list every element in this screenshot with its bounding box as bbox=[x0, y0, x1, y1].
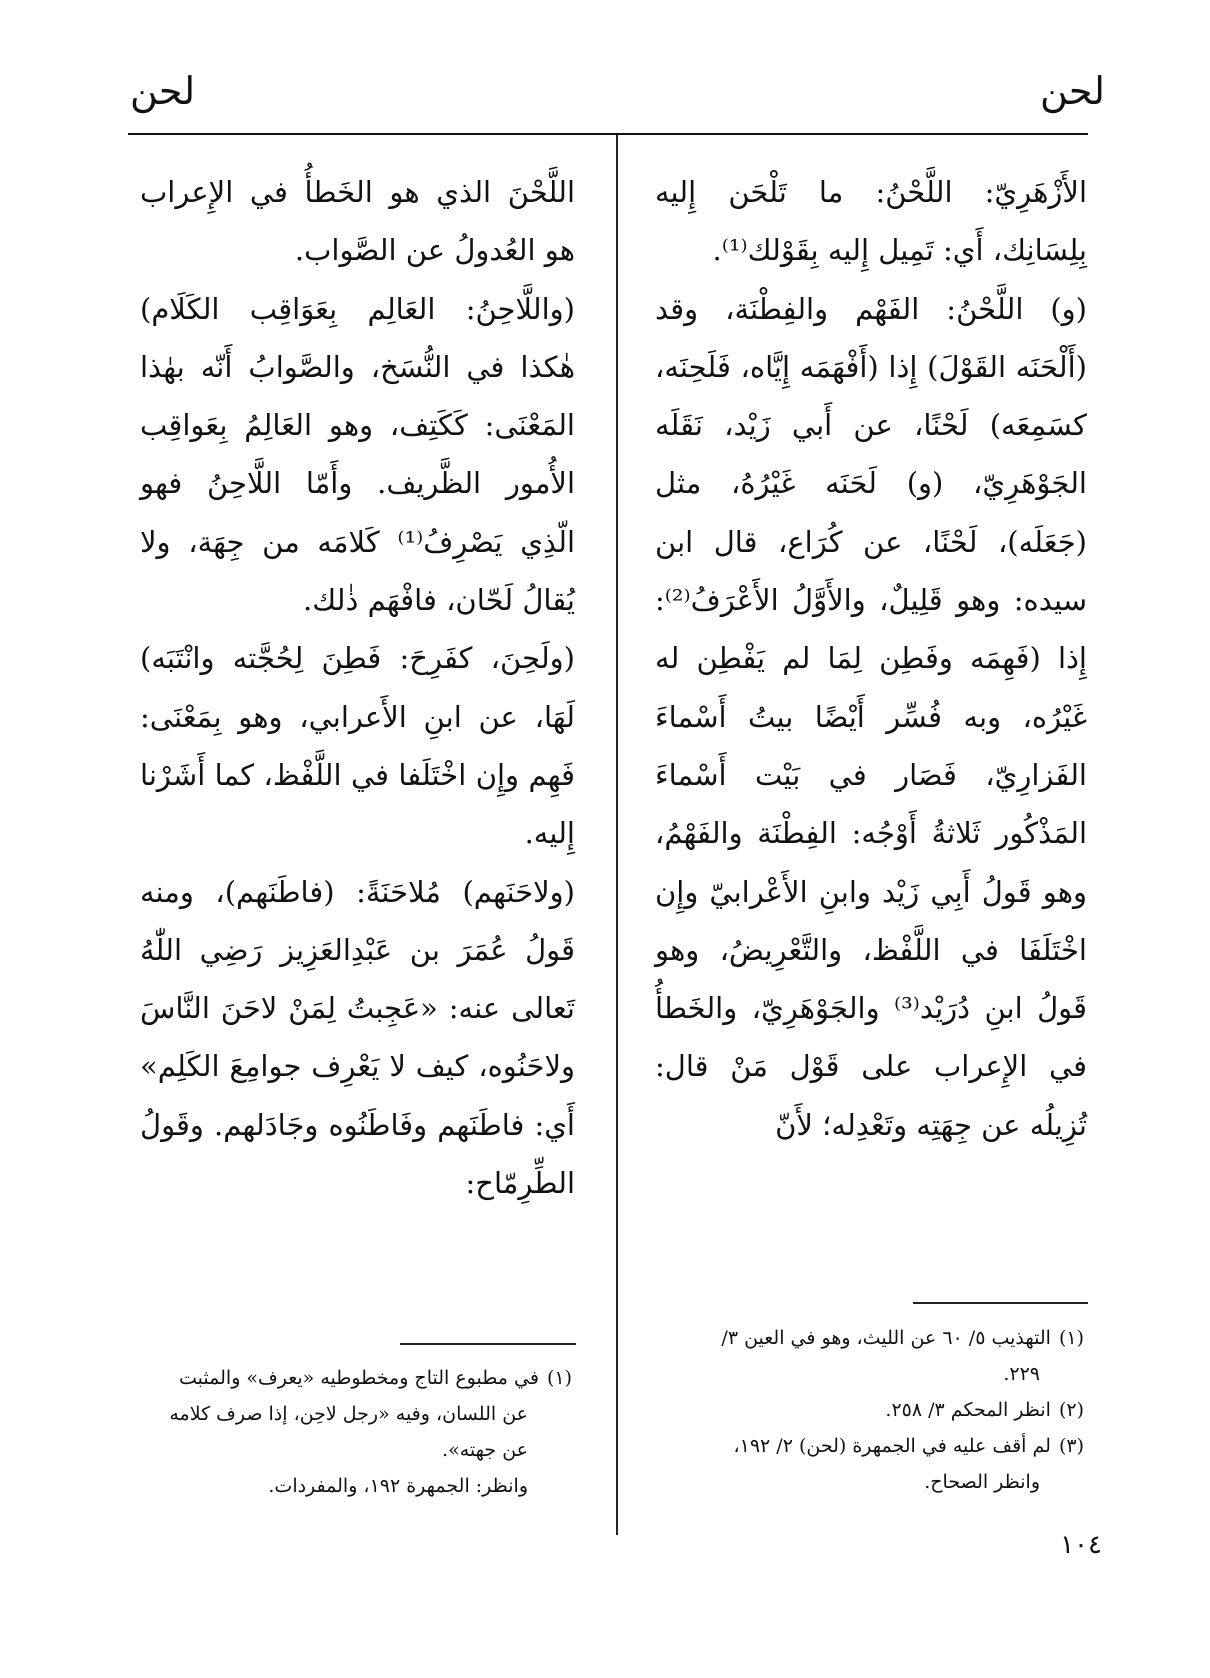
footnote-number: (١) bbox=[546, 1367, 572, 1389]
footnotes-left bbox=[140, 1360, 576, 1504]
footnote-separator-left bbox=[400, 1343, 576, 1345]
footnote-continuation: ٢٢٩. bbox=[1003, 1363, 1040, 1385]
footnote-number: (١) bbox=[1058, 1327, 1084, 1349]
footnote-text: التهذيب ٥/ ٦٠ عن الليث، وهو في العين ٣/ bbox=[721, 1327, 1051, 1349]
paragraph: الأَزْهَرِيّ: اللَّحْنُ: ما تَلْحَن إِليه بِلِسَانِك، أَي: تَمِيل إِليه بِقَوْلك⁽¹⁾. bbox=[655, 175, 1087, 268]
paragraph: (ولاحَنَهم) مُلاحَنَةً: (فاطَنَهم)، ومنه قَولُ عُمَرَ بن عَبْدِالعَزِيز رَضِي اللّٰهُ تَعالى عنه: «عَجِبتُ لِمَنْ لاحَنَ النَّاسَ ولاحَنُوه، كيف لا يَعْرِف جوامِعَ الكَلِم» أَي: فاطَنَهم وفَاطَنُوه وجَادَلهم. وقَولُ الطِّرِمّاح: bbox=[140, 874, 575, 1201]
paragraph: (واللَّاحِنُ: العَالِم بِعَوَاقِب الكَلَام) هٰكذا في النُّسَخ، والصَّوابُ أَنّه بهٰذا المَعْنَى: كَكَتِف، وهو العَالِمُ بِعَواقِب الأُمور الظَّريف. وأَمّا اللَّاحِنُ فهو الّذِي يَصْرِفُ⁽¹⁾ كَلامَه من جِهَة، ولا يُقالُ لَحّان، فافْهَم ذٰلك. bbox=[140, 291, 576, 618]
paragraph: (ولَحِنَ، كفَرِحَ: فَطِنَ لِحُجَّته وانْتَبَه) لَهَا، عن ابنِ الأَعرابي، وهو بِمَعْنَى: فَهِم وإِن اخْتَلَفا في اللَّفْظ، كما أَشَرْنا إِليه. bbox=[140, 641, 575, 851]
footnote-continuation: وانظر الصحاح. bbox=[924, 1471, 1040, 1493]
page-number: ١٠٤ bbox=[1060, 1530, 1102, 1560]
footnote-text: في مطبوع التاج ومخطوطيه «يعرف» والمثبت bbox=[179, 1367, 539, 1389]
footnote-number: (٢) bbox=[1058, 1399, 1084, 1421]
footnote-continuation: عن اللسان، وفيه «رجل لاحِن، إذا صرف كلامه عن جهته». bbox=[169, 1403, 528, 1461]
footnote bbox=[650, 1428, 1088, 1500]
running-header-right: لحن bbox=[1039, 69, 1105, 113]
header-rule bbox=[128, 133, 1088, 135]
footnote-text: لم أقف عليه في الجمهرة (لحن) ٢/ ١٩٢، bbox=[733, 1435, 1051, 1457]
footnote-number: (٣) bbox=[1058, 1435, 1084, 1457]
paragraph: (و) اللَّحْنُ: الفَهْم والفِطْنَة، وقد (أَلْحَنَه القَوْلَ) إِذا (أَفْهَمَه إِيَّاه، فَلَحِنَه، كسَمِعَه) لَحْنًا، عن أَبي زَيْد، نَقَلَه الجَوْهَرِيّ، (و) لَحَنَه غَيْرُهُ، مثل (جَعَلَه)، لَحْنًا، عن كُرَاع، قال ابن سيده: وهو قَلِيلٌ، والأَوَّلُ الأَعْرَفُ⁽²⁾: إِذا (فَهِمَه وفَطِن لِمَا لم يَفْطِن له غَيْرُه، وبه فُسِّر أَيْضًا بيتُ أَسْماءَ الفَزارِيّ، فَصَار في بَيْت أَسْماءَ المَذْكُور ثَلاثةُ أَوْجُه: الفِطْنَة والفَهْمُ، وهو قَولُ أَبِي زَيْد وابنِ الأَعْرابيّ وإِن اخْتَلَفَا في اللَّفْظ، والتَّعْرِيضُ، وهو قَولُ ابنِ دُرَيْد⁽³⁾ والجَوْهَرِيّ، والخَطأُ في الإِعراب على قَوْل مَنْ قال: تُزِيلُه عن جِهَتِه وتَعْدِله؛ لأَنّ bbox=[655, 291, 1087, 1142]
footnotes-right bbox=[650, 1320, 1088, 1500]
footnote bbox=[650, 1320, 1088, 1392]
left-column-text bbox=[140, 163, 575, 1212]
right-column-text bbox=[655, 163, 1087, 1154]
footnote bbox=[650, 1392, 1088, 1428]
column-divider bbox=[616, 135, 618, 1535]
footnote-continuation: وانظر: الجمهرة ١٩٢، والمفردات. bbox=[268, 1475, 528, 1497]
footnote bbox=[140, 1468, 576, 1504]
footnote-separator-right bbox=[913, 1302, 1088, 1304]
footnote bbox=[140, 1360, 576, 1468]
paragraph: اللَّحْنَ الذي هو الخَطأُ في الإِعراب هو العُدولُ عن الصَّواب. bbox=[140, 175, 575, 268]
footnote-text: انظر المحكم ٣/ ٢٥٨. bbox=[885, 1399, 1051, 1421]
running-header-left: لحن bbox=[130, 69, 196, 113]
